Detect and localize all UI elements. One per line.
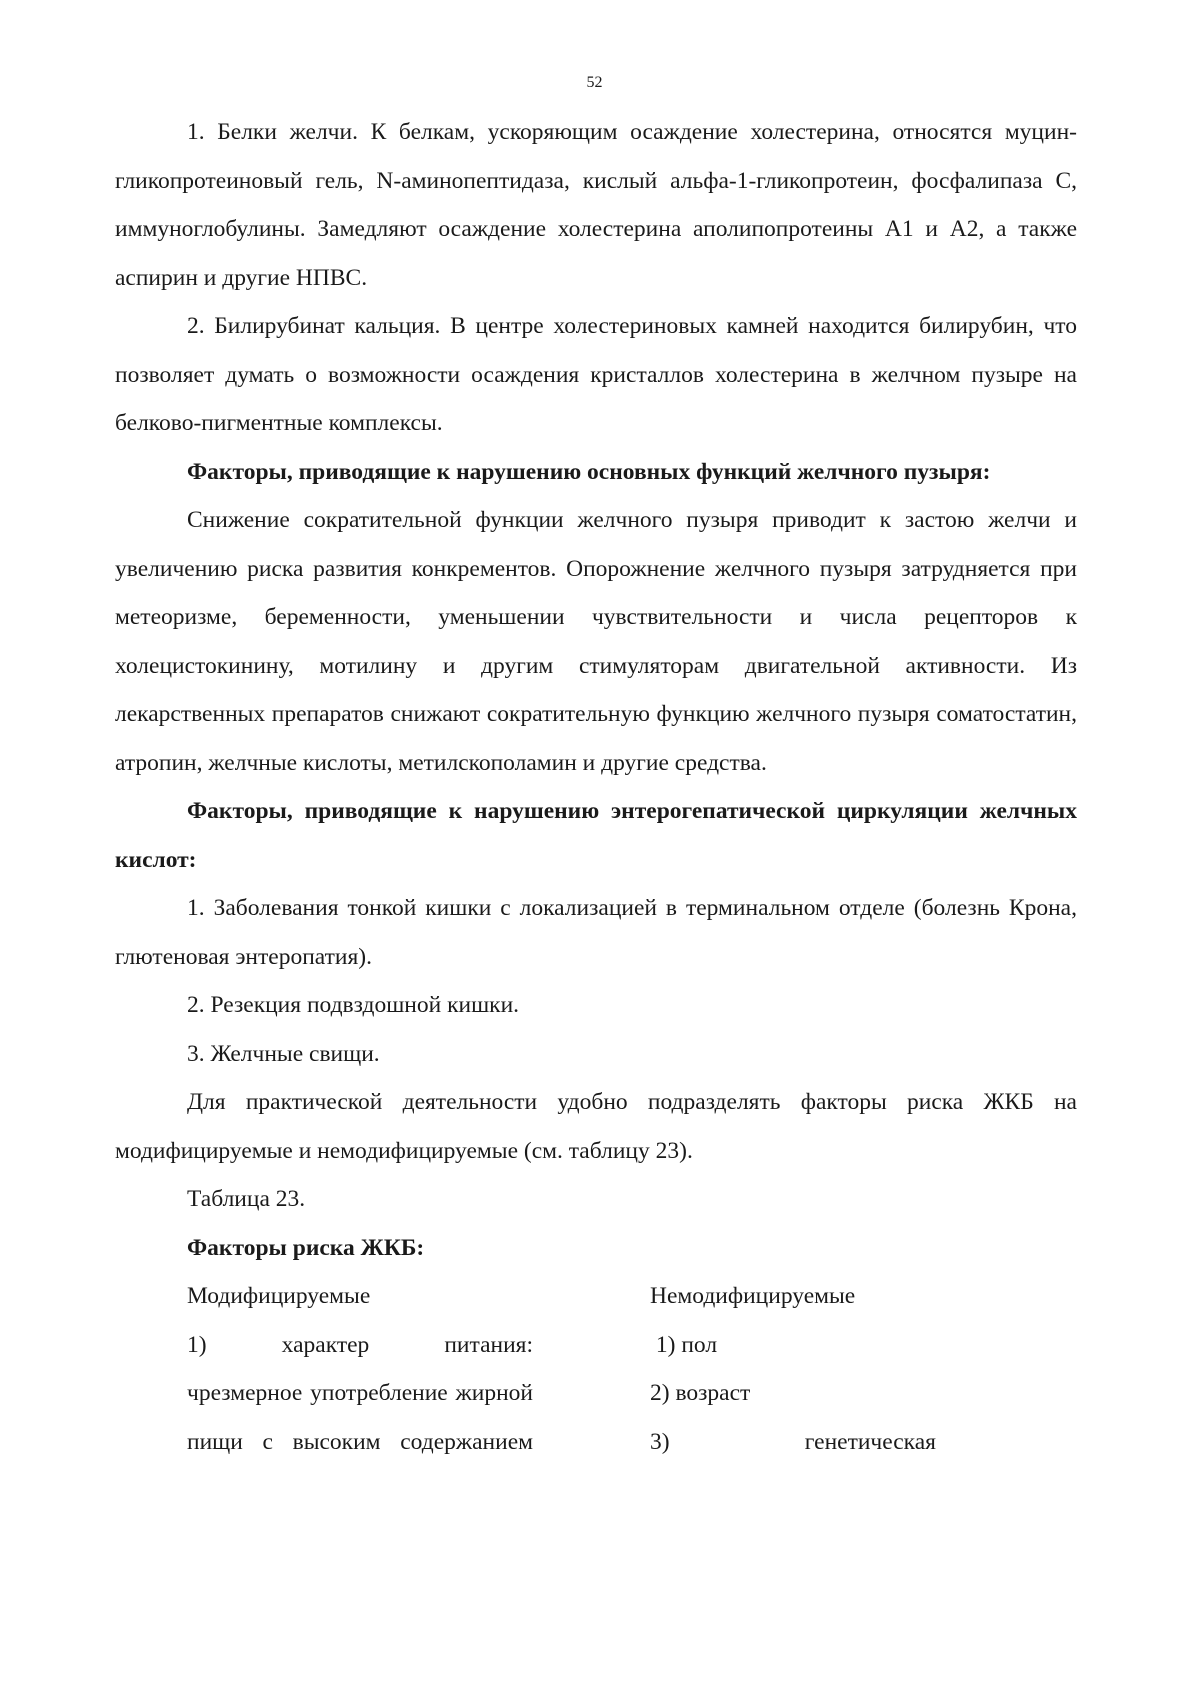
modifiable-line-2: чрезмерное употребление жирной	[187, 1380, 533, 1406]
heading-gallbladder-dysfunction-factors: Факторы, приводящие к нарушению основных функций желчного пузыря:	[187, 458, 991, 485]
paragraph-contractility: Снижение сократительной функции желчного пузыря приводит к застою желчи и увеличению риска развития конкрементов. Опорожнение желчного пузыря затрудняется при метеоризме, беременности, уменьшении чувствительности и числа рецепторов к холецистокинину, мотилину и другим стимуляторам двигательной активности. Из лекарственных препаратов снижают сократительную функцию желчного пузыря соматостатин, атропин, желчные кислоты, метилскополамин и другие средства.	[115, 507, 1077, 776]
risk-factors-table	[115, 1272, 1077, 1466]
page-number: 52	[586, 74, 603, 91]
paragraph-bile-proteins: 1. Белки желчи. К белкам, ускоряющим осаждение холестерина, относятся муцин-гликопротеиновый гель, N-аминопептидаза, кислый альфа-1-гликопротеин, фосфалипаза С, иммуноглобулины. Замедляют осаждение холестерина аполипопротеины А1 и А2, а также аспирин и другие НПВС.	[115, 119, 1077, 291]
modifiable-line-1: 1) характер питания:	[187, 1331, 533, 1358]
modifiable-line-3: пищи с высоким содержанием	[187, 1428, 533, 1455]
non-modifiable-line-2: 2) возраст	[650, 1380, 751, 1406]
paragraph-ileum-resection: 2. Резекция подвздошной кишки.	[187, 992, 520, 1018]
non-modifiable-line-3: 3) генетическая	[650, 1428, 936, 1455]
non-modifiable-line-1: 1) пол	[650, 1331, 718, 1358]
modifiable-header: Модифицируемые	[187, 1283, 371, 1309]
modifiable-column	[115, 1272, 533, 1466]
paragraph-small-intestine-diseases: 1. Заболевания тонкой кишки с локализацией в терминальном отделе (болезнь Крона, глютеновая энтеропатия).	[115, 895, 1077, 970]
paragraph-biliary-fistulas: 3. Желчные свищи.	[187, 1040, 380, 1067]
table-caption: Таблица 23.	[187, 1186, 306, 1212]
heading-enterohepatic-circulation-factors: Факторы, приводящие к нарушению энтерогепатической циркуляции желчных кислот:	[115, 798, 1077, 873]
non-modifiable-column	[578, 1272, 936, 1466]
paragraph-risk-classification: Для практической деятельности удобно подразделять факторы риска ЖКБ на модифицируемые и немодифицируемые (см. таблицу 23).	[115, 1089, 1077, 1164]
document-body	[115, 108, 1077, 1466]
paragraph-calcium-bilirubinate: 2. Билирубинат кальция. В центре холестериновых камней находится билирубин, что позволяет думать о возможности осаждения кристаллов холестерина в желчном пузыре на белково-пигментные комплексы.	[115, 313, 1077, 436]
table-title: Факторы риска ЖКБ:	[187, 1234, 425, 1261]
non-modifiable-header: Немодифицируемые	[650, 1283, 856, 1309]
